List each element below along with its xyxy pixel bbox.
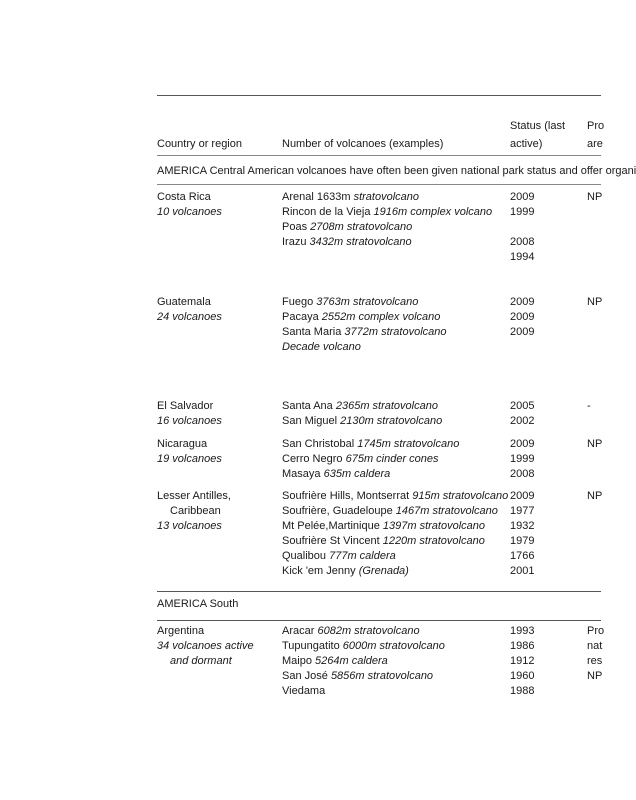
section-rule xyxy=(157,184,601,185)
header-protected-line2: are xyxy=(587,138,603,150)
volcano-year: 2005 xyxy=(510,400,535,412)
protected-status: NP xyxy=(587,296,603,308)
volcano-name: Soufrière, Guadeloupe xyxy=(282,505,393,517)
country-count: 19 volcanoes xyxy=(157,453,222,465)
volcano-name: San José xyxy=(282,670,328,682)
volcano-desc: 3432m stratovolcano xyxy=(309,236,412,248)
country-name: Costa Rica xyxy=(157,191,211,203)
volcano-name: Santa Maria xyxy=(282,326,342,338)
volcano-name: Santa Ana xyxy=(282,400,333,412)
volcano-name: Soufrière Hills, Montserrat xyxy=(282,490,410,502)
volcano-year: 1932 xyxy=(510,520,535,532)
volcano-name: Pacaya xyxy=(282,311,319,323)
volcano-name: Kick 'em Jenny xyxy=(282,565,356,577)
volcano-entry xyxy=(282,467,390,482)
country-count: 10 volcanoes xyxy=(157,206,222,218)
volcano-name: Poas xyxy=(282,221,308,233)
volcano-year: 2009 xyxy=(510,296,535,308)
volcano-year: 1986 xyxy=(510,640,535,652)
header-number: Number of volcanoes (examples) xyxy=(282,138,444,150)
volcano-name: Soufrière St Vincent xyxy=(282,535,380,547)
volcano-year: 1766 xyxy=(510,550,535,562)
volcano-name: Arenal 1633m xyxy=(282,191,351,203)
volcano-year: 2009 xyxy=(510,490,535,502)
protected-status: Pro xyxy=(587,625,605,637)
volcano-year: 1994 xyxy=(510,251,535,263)
volcano-desc: (Grenada) xyxy=(358,565,409,577)
volcano-entry xyxy=(282,534,485,549)
volcano-name: Maipo xyxy=(282,655,312,667)
volcano-entry xyxy=(282,654,388,669)
volcano-name: Tupungatito xyxy=(282,640,340,652)
volcano-desc: Decade volcano xyxy=(282,341,361,353)
volcano-entry xyxy=(282,325,447,340)
volcano-desc: stratovolcano xyxy=(353,191,419,203)
volcano-entry xyxy=(282,684,325,699)
country-count: 24 volcanoes xyxy=(157,311,222,323)
volcano-entry xyxy=(282,414,442,429)
volcano-desc: 6082m stratovolcano xyxy=(317,625,420,637)
volcano-entry xyxy=(282,669,433,684)
volcano-year: 1977 xyxy=(510,505,535,517)
protected-status: res xyxy=(587,655,603,667)
country-count: 13 volcanoes xyxy=(157,520,222,532)
volcano-name: Mt Pelée,Martinique xyxy=(282,520,380,532)
volcano-year: 1993 xyxy=(510,625,535,637)
protected-status: nat xyxy=(587,640,603,652)
volcano-name: Masaya xyxy=(282,468,321,480)
volcano-entry xyxy=(282,190,419,205)
table-top-rule xyxy=(157,95,601,96)
volcano-name: Irazu xyxy=(282,236,307,248)
country-name: Argentina xyxy=(157,625,205,637)
volcano-year: 1999 xyxy=(510,453,535,465)
volcano-desc: 675m cinder cones xyxy=(345,453,439,465)
volcano-name: Viedama xyxy=(282,685,326,697)
header-rule xyxy=(157,155,601,156)
volcano-year: 1979 xyxy=(510,535,535,547)
protected-status: NP xyxy=(587,191,603,203)
volcano-desc: 2552m complex volcano xyxy=(321,311,441,323)
volcano-entry xyxy=(282,519,485,534)
volcano-desc: 2130m stratovolcano xyxy=(340,415,443,427)
volcano-year: 2009 xyxy=(510,191,535,203)
volcano-entry xyxy=(282,310,440,325)
country-name: Nicaragua xyxy=(157,438,208,450)
volcano-desc: 915m stratovolcano xyxy=(412,490,509,502)
country-count: 34 volcanoes active xyxy=(157,640,254,652)
country-name: Lesser Antilles, xyxy=(157,490,231,502)
section-title: AMERICA Central American volcanoes have often been given national park status and offer organi xyxy=(157,165,636,177)
volcano-name: Rincon de la Vieja xyxy=(282,206,371,218)
volcano-year: 2008 xyxy=(510,236,535,248)
country-name: El Salvador xyxy=(157,400,214,412)
volcano-desc: 1397m stratovolcano xyxy=(382,520,486,532)
volcano-entry xyxy=(282,220,412,235)
volcano-name: Aracar xyxy=(282,625,315,637)
volcano-year: 2009 xyxy=(510,438,535,450)
header-protected-line1: Pro xyxy=(587,120,605,132)
section-rule xyxy=(157,620,601,621)
volcano-name: Qualibou xyxy=(282,550,327,562)
volcano-desc: 777m caldera xyxy=(329,550,396,562)
volcano-desc: 5264m caldera xyxy=(315,655,388,667)
volcano-year: 1999 xyxy=(510,206,535,218)
volcano-name: San Christobal xyxy=(282,438,355,450)
volcano-entry xyxy=(282,295,418,310)
volcano-desc: 5856m stratovolcano xyxy=(330,670,434,682)
volcano-desc: 1745m stratovolcano xyxy=(357,438,460,450)
volcano-entry xyxy=(282,624,420,639)
country-name: Guatemala xyxy=(157,296,211,308)
header-status-line2: active) xyxy=(510,138,543,150)
volcano-name: Cerro Negro xyxy=(282,453,343,465)
volcano-entry xyxy=(282,235,412,250)
volcano-desc: 2708m stratovolcano xyxy=(310,221,413,233)
volcano-desc: 1467m stratovolcano xyxy=(395,505,498,517)
volcano-desc: 635m caldera xyxy=(323,468,391,480)
volcano-year: 2001 xyxy=(510,565,535,577)
volcano-entry xyxy=(282,564,409,579)
header-country: Country or region xyxy=(157,138,242,150)
volcano-desc: 2365m stratovolcano xyxy=(335,400,438,412)
country-count: 16 volcanoes xyxy=(157,415,222,427)
section-title: AMERICA South xyxy=(157,598,239,610)
volcano-entry xyxy=(282,639,445,654)
volcano-year: 2002 xyxy=(510,415,535,427)
volcano-desc: 3772m stratovolcano xyxy=(344,326,447,338)
protected-status: NP xyxy=(587,490,603,502)
volcano-entry xyxy=(282,504,498,519)
volcano-entry xyxy=(282,205,492,220)
header-status-line1: Status (last xyxy=(510,120,566,132)
volcano-year: 1960 xyxy=(510,670,535,682)
volcano-year: 1912 xyxy=(510,655,535,667)
volcano-entry xyxy=(282,437,459,452)
volcano-name: San Miguel xyxy=(282,415,338,427)
volcano-entry xyxy=(282,399,438,414)
volcano-desc: 3763m stratovolcano xyxy=(316,296,419,308)
volcano-year: 1988 xyxy=(510,685,535,697)
volcano-year: 2009 xyxy=(510,326,535,338)
volcano-name: Fuego xyxy=(282,296,314,308)
volcano-year: 2008 xyxy=(510,468,535,480)
protected-status: - xyxy=(587,400,591,412)
volcano-entry xyxy=(282,549,396,564)
volcano-desc: 1916m complex volcano xyxy=(373,206,493,218)
protected-status: NP xyxy=(587,670,603,682)
country-count-line2: and dormant xyxy=(170,655,232,667)
volcano-desc: 1220m stratovolcano xyxy=(382,535,485,547)
protected-status: NP xyxy=(587,438,603,450)
section-rule xyxy=(157,591,601,592)
country-name-line2: Caribbean xyxy=(170,505,221,517)
volcano-year: 2009 xyxy=(510,311,535,323)
volcano-entry xyxy=(282,489,508,504)
volcano-desc: 6000m stratovolcano xyxy=(342,640,445,652)
volcano-entry xyxy=(282,452,439,467)
